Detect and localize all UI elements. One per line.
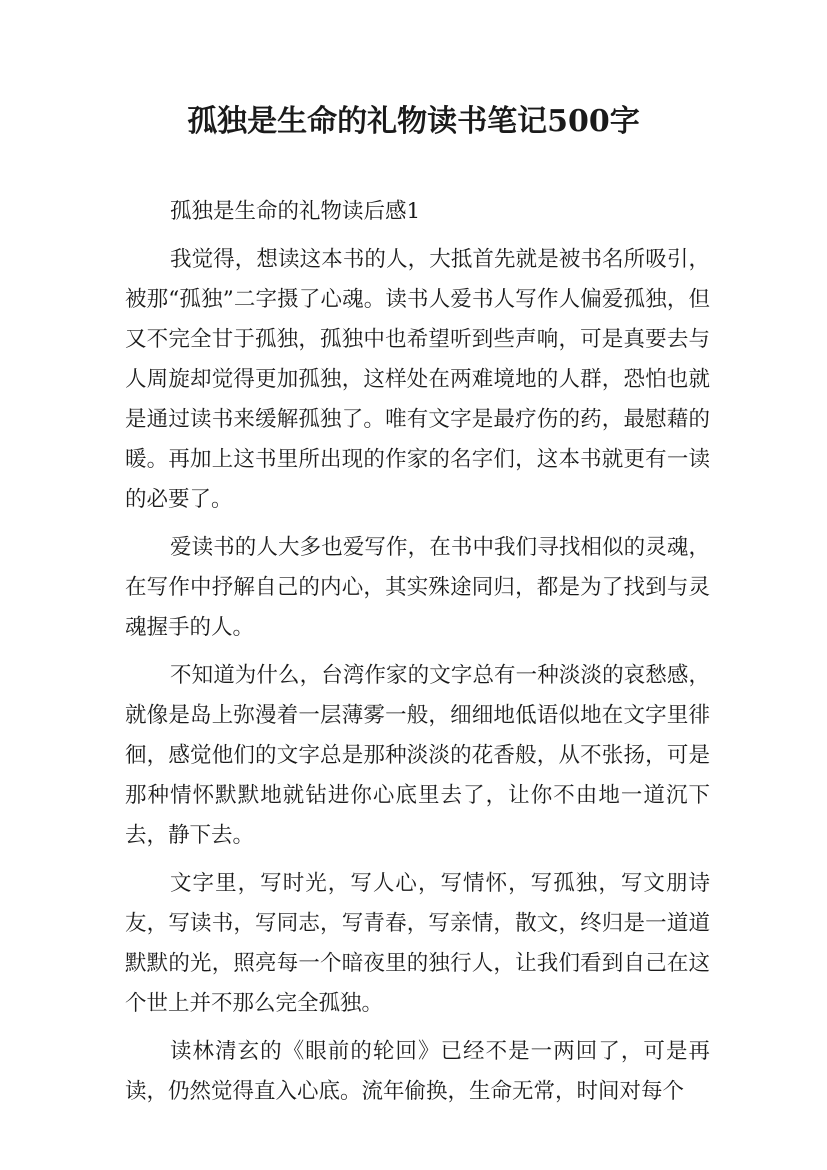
paragraph-heading: 孤独是生命的礼物读后感1: [170, 199, 421, 224]
paragraph: 读林清玄的《眼前的轮回》已经不是一两回了，可是再读，仍然觉得直入心底。流年偷换，生命无常，时间对每个: [125, 1039, 710, 1104]
document-title: 孤独是生命的礼物读书笔记500字: [187, 104, 640, 139]
paragraph: 我觉得，想读这本书的人，大抵首先就是被书名所吸引，被那“孤独”二字摄了心魂。读书人爱书人写作人偏爱孤独，但又不完全甘于孤独，孤独中也希望听到些声响，可是真要去与人周旋却觉得更加孤独，这样处在两难境地的人群，恐怕也就是通过读书来缓解孤独了。唯有文字是最疗伤的药，最慰藉的暖。再加上这书里所出现的作家的名字们，这本书就更有一读的必要了。: [125, 247, 710, 512]
paragraph: 不知道为什么，台湾作家的文字总有一种淡淡的哀愁感，就像是岛上弥漫着一层薄雾一般，细细地低语似地在文字里徘徊，感觉他们的文字总是那种淡淡的花香般，从不张扬，可是那种情怀默默地就钻进你心底里去了，让你不由地一道沉下去，静下去。: [125, 663, 710, 848]
paragraph: 文字里，写时光，写人心，写情怀，写孤独，写文朋诗友，写读书，写同志，写青春，写亲情，散文，终归是一道道默默的光，照亮每一个暗夜里的独行人，让我们看到自己在这个世上并不那么完全孤独。: [125, 871, 710, 1016]
document-body: [125, 192, 710, 1120]
paragraph: 爱读书的人大多也爱写作，在书中我们寻找相似的灵魂，在写作中抒解自己的内心，其实殊途同归，都是为了找到与灵魂握手的人。: [125, 535, 710, 640]
